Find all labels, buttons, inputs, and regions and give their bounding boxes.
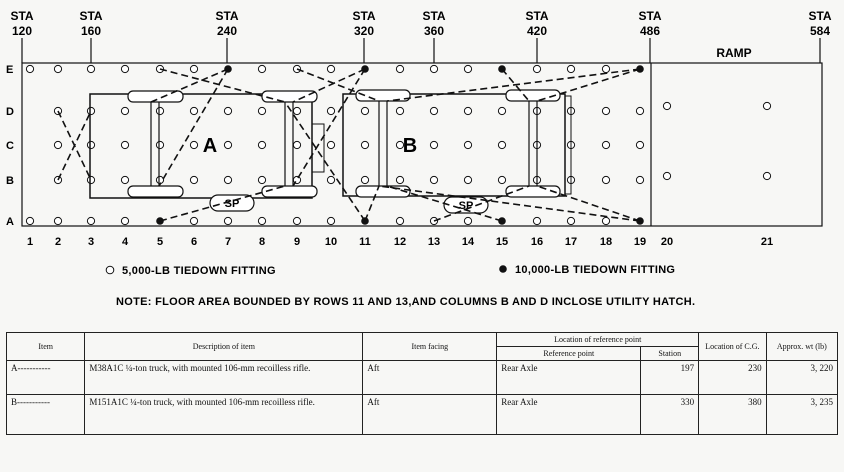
facing-cell: Aft	[363, 361, 497, 395]
fitting-5000lb	[87, 176, 94, 183]
table-row	[7, 361, 838, 395]
fitting-5000lb	[567, 65, 574, 72]
fitting-5000lb	[361, 107, 368, 114]
svg-text:160: 160	[80, 24, 102, 38]
fitting-5000lb	[121, 176, 128, 183]
station-label	[79, 9, 102, 63]
legend-large-label: 10,000-LB TIEDOWN FITTING	[515, 264, 676, 276]
column-label: 6	[190, 236, 198, 248]
svg-text:120: 120	[11, 24, 33, 38]
fitting-5000lb	[87, 65, 94, 72]
column-label: 15	[495, 236, 509, 248]
fitting-5000lb	[498, 107, 505, 114]
tiedown-fittings	[26, 65, 770, 225]
cargo-floor-outline	[22, 63, 822, 226]
fitting-5000lb	[602, 141, 609, 148]
fitting-5000lb	[567, 217, 574, 224]
fitting-5000lb	[396, 107, 403, 114]
vehicle-a-wheel	[262, 186, 317, 197]
column-label: 5	[156, 236, 164, 248]
fitting-5000lb	[258, 141, 265, 148]
description-cell: M151A1C ¼-ton truck, with mounted 106-mm recoilless rifle.	[85, 395, 363, 435]
table-row	[7, 395, 838, 435]
row-label: B	[6, 175, 14, 187]
column-label: 20	[660, 236, 674, 248]
weight-cell: 3, 235	[766, 395, 837, 435]
vehicle-b-wheel	[506, 90, 560, 101]
column-label: 12	[393, 236, 407, 248]
header-description: Description of item	[85, 333, 363, 361]
fitting-5000lb	[190, 141, 197, 148]
header-cg: Location of C.G.	[699, 333, 767, 361]
fitting-5000lb	[190, 107, 197, 114]
fitting-5000lb	[87, 217, 94, 224]
fitting-5000lb	[602, 217, 609, 224]
fitting-5000lb	[293, 107, 300, 114]
weight-cell: 3, 220	[766, 361, 837, 395]
svg-text:STA: STA	[638, 9, 662, 23]
fitting-5000lb	[464, 107, 471, 114]
svg-text:SP: SP	[458, 200, 474, 212]
fitting-5000lb	[464, 217, 471, 224]
fitting-5000lb	[190, 217, 197, 224]
row-labels	[6, 64, 14, 228]
column-label: 9	[293, 236, 301, 248]
fitting-5000lb	[26, 217, 33, 224]
fitting-5000lb	[464, 65, 471, 72]
facing-cell: Aft	[363, 395, 497, 435]
row-label: C	[6, 140, 14, 152]
svg-text:STA: STA	[352, 9, 376, 23]
vehicle-b-wheel	[356, 186, 410, 197]
cg-cell: 230	[699, 361, 767, 395]
fitting-5000lb	[327, 217, 334, 224]
column-label: 16	[530, 236, 544, 248]
header-weight: Approx. wt (lb)	[766, 333, 837, 361]
fitting-5000lb	[54, 217, 61, 224]
fitting-5000lb	[396, 217, 403, 224]
sp-box	[210, 195, 254, 211]
ramp-label: RAMP	[716, 46, 752, 60]
fitting-5000lb	[464, 176, 471, 183]
fitting-5000lb	[361, 141, 368, 148]
svg-text:STA: STA	[422, 9, 446, 23]
fitting-5000lb	[396, 176, 403, 183]
fitting-5000lb	[87, 141, 94, 148]
fitting-5000lb	[361, 176, 368, 183]
column-label: 3	[87, 236, 95, 248]
fitting-5000lb	[224, 107, 231, 114]
fitting-5000lb	[602, 176, 609, 183]
fitting-5000lb	[87, 107, 94, 114]
tiedown-chain	[151, 69, 228, 102]
fitting-5000lb	[54, 65, 61, 72]
svg-text:420: 420	[526, 24, 548, 38]
fitting-5000lb	[533, 65, 540, 72]
fitting-5000lb	[636, 107, 643, 114]
fitting-5000lb	[258, 65, 265, 72]
svg-text:STA: STA	[525, 9, 549, 23]
fitting-5000lb	[293, 217, 300, 224]
cg-cell: 380	[699, 395, 767, 435]
vehicle-a-wheel	[262, 91, 317, 102]
fitting-5000lb	[156, 141, 163, 148]
svg-text:486: 486	[639, 24, 661, 38]
header-location-ref: Location of reference point	[497, 333, 699, 347]
tiedown-chain	[159, 69, 228, 186]
item-cell: A-----------	[7, 361, 85, 395]
fitting-5000lb	[327, 107, 334, 114]
station-label	[808, 9, 831, 63]
fitting-5000lb	[498, 176, 505, 183]
fitting-5000lb	[464, 141, 471, 148]
fitting-5000lb	[763, 172, 770, 179]
fitting-5000lb	[396, 65, 403, 72]
fitting-5000lb	[121, 65, 128, 72]
fitting-5000lb	[121, 107, 128, 114]
fitting-5000lb	[190, 65, 197, 72]
row-label: D	[6, 106, 14, 118]
svg-text:SP: SP	[224, 198, 240, 210]
row-label: E	[6, 64, 14, 76]
vehicle-a-label: A	[202, 135, 218, 157]
fitting-5000lb	[54, 141, 61, 148]
ref-point-cell: Rear Axle	[497, 361, 641, 395]
fitting-5000lb	[293, 141, 300, 148]
column-label: 19	[633, 236, 647, 248]
fitting-5000lb	[663, 172, 670, 179]
column-label: 2	[54, 236, 62, 248]
fitting-5000lb	[121, 217, 128, 224]
fitting-5000lb	[663, 102, 670, 109]
fitting-5000lb	[430, 176, 437, 183]
station-label	[638, 9, 661, 63]
column-label: 1	[26, 236, 34, 248]
fitting-5000lb	[327, 65, 334, 72]
fitting-5000lb	[156, 107, 163, 114]
column-label: 13	[427, 236, 441, 248]
load-item-table	[6, 332, 838, 435]
header-station: Station	[641, 347, 699, 361]
fitting-5000lb	[327, 141, 334, 148]
column-label: 7	[224, 236, 232, 248]
svg-text:STA: STA	[79, 9, 103, 23]
legend	[106, 264, 675, 277]
svg-text:320: 320	[353, 24, 375, 38]
fitting-5000lb	[121, 141, 128, 148]
legend-small-fitting-icon	[106, 266, 114, 274]
note-text: NOTE: FLOOR AREA BOUNDED BY ROWS 11 AND 13,AND COLUMNS B AND D INCLOSE UTILITY HATCH.	[116, 296, 696, 308]
fitting-5000lb	[258, 176, 265, 183]
column-label: 14	[461, 236, 475, 248]
header-item: Item	[7, 333, 85, 361]
fitting-5000lb	[26, 65, 33, 72]
fitting-5000lb	[224, 141, 231, 148]
fitting-5000lb	[327, 176, 334, 183]
svg-text:STA: STA	[808, 9, 832, 23]
ref-point-cell: Rear Axle	[497, 395, 641, 435]
fitting-5000lb	[636, 176, 643, 183]
fitting-5000lb	[763, 102, 770, 109]
description-cell: M38A1C ¼-ton truck, with mounted 106-mm recoilless rifle.	[85, 361, 363, 395]
tiedown-chain	[537, 69, 640, 101]
fitting-5000lb	[258, 217, 265, 224]
fitting-5000lb	[430, 65, 437, 72]
vehicle-b	[343, 90, 571, 197]
tiedown-chain	[537, 186, 640, 221]
station-label	[215, 9, 238, 63]
legend-large-fitting-icon	[499, 265, 507, 273]
fitting-5000lb	[430, 107, 437, 114]
station-label	[352, 9, 375, 63]
svg-text:240: 240	[216, 24, 238, 38]
station-cell: 197	[641, 361, 699, 395]
svg-text:STA: STA	[215, 9, 239, 23]
station-label	[525, 9, 548, 63]
fitting-5000lb	[224, 217, 231, 224]
vehicle-a-wheel	[128, 186, 183, 197]
station-label	[422, 9, 445, 63]
fitting-5000lb	[156, 176, 163, 183]
column-label: 21	[760, 236, 774, 248]
fitting-5000lb	[430, 141, 437, 148]
column-labels	[27, 236, 773, 248]
fitting-5000lb	[224, 176, 231, 183]
fitting-5000lb	[258, 107, 265, 114]
station-cell: 330	[641, 395, 699, 435]
fitting-5000lb	[533, 217, 540, 224]
item-cell: B-----------	[7, 395, 85, 435]
station-label	[10, 9, 33, 63]
fitting-5000lb	[498, 141, 505, 148]
tiedown-chain	[293, 69, 365, 186]
column-label: 10	[324, 236, 338, 248]
column-label: 18	[599, 236, 613, 248]
svg-text:STA: STA	[10, 9, 34, 23]
svg-text:360: 360	[423, 24, 445, 38]
fitting-5000lb	[636, 141, 643, 148]
vehicle-a-bumper	[312, 124, 324, 172]
header-facing: Item facing	[363, 333, 497, 361]
vehicle-b-label: B	[402, 135, 418, 157]
tiedown-chain	[285, 102, 365, 221]
column-label: 8	[258, 236, 266, 248]
legend-small-label: 5,000-LB TIEDOWN FITTING	[122, 265, 276, 277]
station-labels	[10, 9, 831, 63]
row-label: A	[6, 216, 14, 228]
column-label: 4	[121, 236, 129, 248]
tiedown-chain	[293, 69, 365, 102]
header-ref-point: Reference point	[497, 347, 641, 361]
svg-text:584: 584	[809, 24, 831, 38]
vehicle-b-body	[343, 94, 565, 196]
fitting-5000lb	[190, 176, 197, 183]
column-label: 17	[564, 236, 578, 248]
fitting-5000lb	[602, 65, 609, 72]
column-label: 11	[359, 236, 371, 248]
fitting-5000lb	[602, 107, 609, 114]
